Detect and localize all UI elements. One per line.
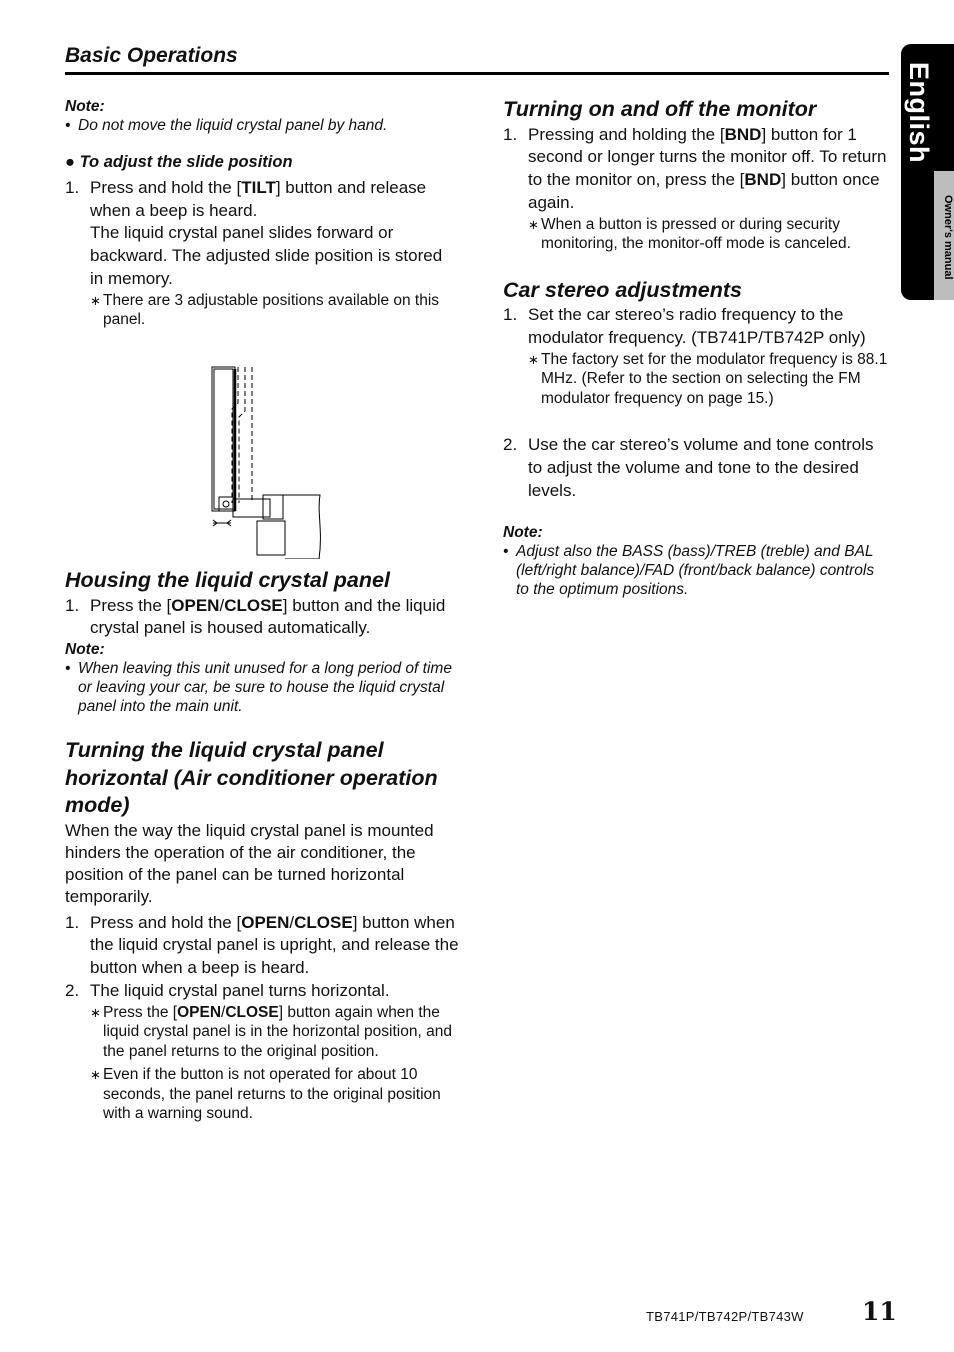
- horizontal-intro: When the way the liquid crystal panel is mounted hinders the operation of the air conditioner, the position of the panel can be turned horizontal temporarily.: [65, 820, 434, 906]
- housing-note-text: • When leaving this unit unused for a long period of time or leaving your car, be sure to house the liquid crystal panel into the main unit.: [65, 660, 452, 716]
- section-title: Basic Operations: [65, 44, 238, 67]
- monitor-sub: ∗ When a button is pressed or during security monitoring, the monitor-off mode is canceled.: [528, 215, 851, 253]
- monitor-heading: Turning on and off the monitor: [503, 97, 817, 121]
- right-column: [503, 96, 888, 599]
- model-numbers: TB741P/TB742P/TB743W: [646, 1309, 804, 1324]
- slide-step-1-sub: ∗ There are 3 adjustable positions available on this panel.: [90, 291, 440, 329]
- left-column-lower: [65, 567, 460, 1124]
- stereo-step-1-sub: ∗ The factory set for the modulator frequency is 88.1 MHz. (Refer to the section on selecting the FM modulator frequency on page 15.): [528, 350, 888, 407]
- monitor-step-1: 1. Pressing and holding the [BND] button for 1 second or longer turns the monitor off. To return to the monitor on, press the [BND] button once again. ∗ When a button is pressed or during security monitoring, the monitor-off mode is canceled.: [503, 124, 887, 253]
- housing-note-label: Note:: [65, 641, 105, 659]
- horizontal-step-1: 1. Press and hold the [OPEN/CLOSE] button when the liquid crystal panel is upright, and release the button when a beep is heard.: [65, 912, 459, 978]
- horizontal-step-2: 2. The liquid crystal panel turns horizontal. ∗ Press the [OPEN/CLOSE] button again when the liquid crystal panel is in the horizontal position, and the panel returns to the original position. ∗ Even if the button is not operated for about 10 seconds, the panel returns to the original position with a warning sound.: [65, 980, 460, 1124]
- slide-step-1: 1. Press and hold the [TILT] button and release when a beep is heard. The liquid crystal panel slides forward or backward. The adjusted slide position is stored in memory. ∗ There are 3 adjustable positions available on this panel.: [65, 177, 460, 330]
- header-rule: [65, 72, 889, 75]
- housing-step-1: 1. Press the [OPEN/CLOSE] button and the liquid crystal panel is housed automatically.: [65, 595, 446, 638]
- stereo-heading: Car stereo adjustments: [503, 277, 742, 302]
- horizontal-heading: Turning the liquid crystal panel horizontal (Air conditioner operation mode): [65, 738, 438, 818]
- bullet-circle-icon: ●: [65, 153, 75, 171]
- slide-subtitle: ● To adjust the slide position: [65, 153, 293, 171]
- note-text: • Do not move the liquid crystal panel by hand.: [65, 117, 388, 134]
- stereo-note-label: Note:: [503, 523, 543, 541]
- manual-label: Owner's manual: [934, 171, 954, 300]
- stereo-step-2: 2. Use the car stereo’s volume and tone controls to adjust the volume and tone to the desired levels.: [503, 435, 874, 500]
- language-label: English: [904, 62, 934, 164]
- language-tab: [901, 44, 954, 300]
- stereo-note-text: • Adjust also the BASS (bass)/TREB (treble) and BAL (left/right balance)/FAD (front/back balance) controls to the optimum positions.: [503, 542, 875, 598]
- horizontal-sub-1: ∗ Press the [OPEN/CLOSE] button again when the liquid crystal panel is in the horizontal position, and the panel returns to the original position.: [90, 1003, 452, 1060]
- left-column: [65, 97, 460, 330]
- slide-position-diagram: [205, 363, 335, 559]
- note-label: Note:: [65, 98, 105, 115]
- slide-step-1-detail: The liquid crystal panel slides forward or backward. The adjusted slide position is stored in memory.: [90, 223, 443, 288]
- housing-heading: Housing the liquid crystal panel: [65, 568, 390, 592]
- page-number: 11: [862, 1297, 897, 1326]
- horizontal-sub-2: ∗ Even if the button is not operated for about 10 seconds, the panel returns to the original position with a warning sound.: [90, 1066, 441, 1123]
- stereo-step-1: 1. Set the car stereo’s radio frequency to the modulator frequency. (TB741P/TB742P only) ∗ The factory set for the modulator frequency is 88.1 MHz. (Refer to the section on selecting the FM modulator frequency on page 15.): [503, 305, 888, 407]
